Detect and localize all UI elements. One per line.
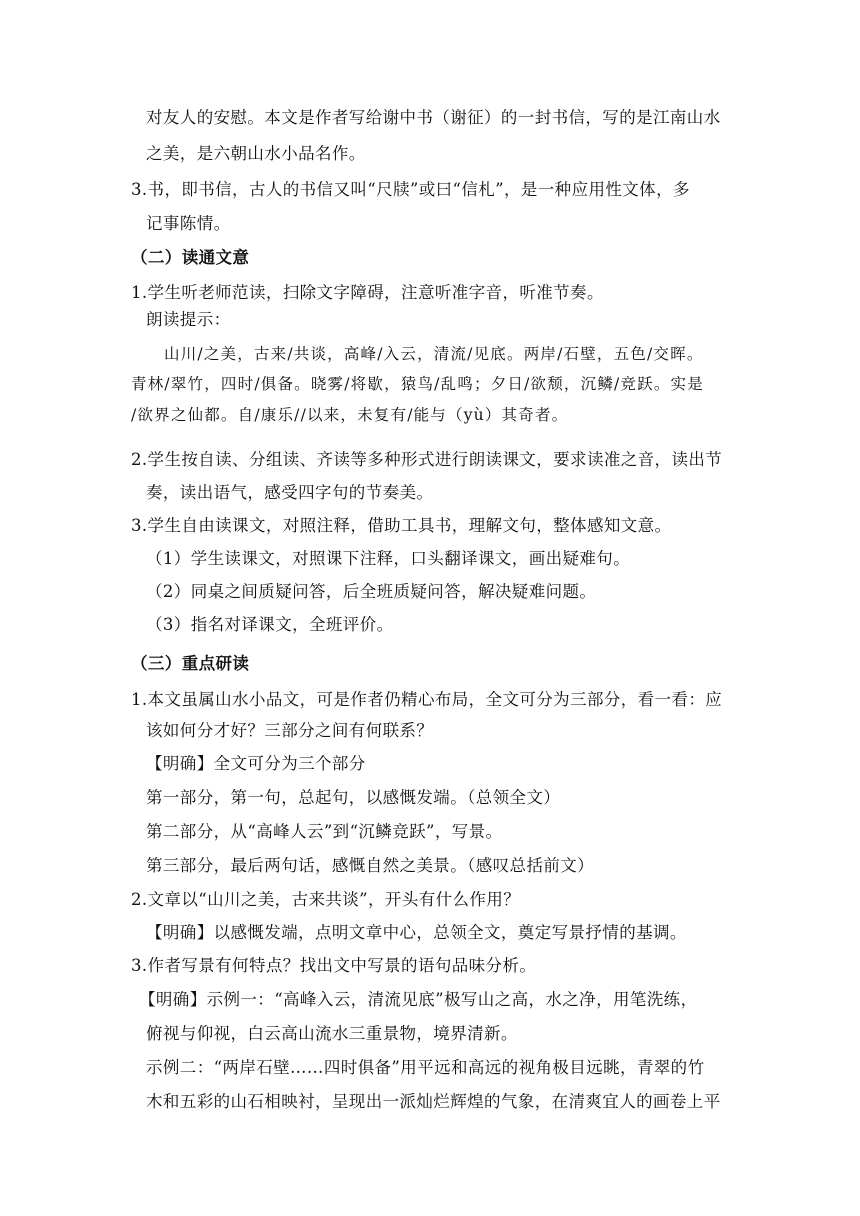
section-heading: （二）读通文意: [131, 248, 250, 267]
text-line: 对友人的安慰。本文是作者写给谢中书（谢征）的一封书信，写的是江南山水: [146, 108, 721, 127]
text-line: 示例二：“两岸石壁……四时俱备”用平远和高远的视角极目远眺，青翠的竹: [146, 1058, 705, 1077]
text-line: 1.学生听老师范读，扫除文字障碍，注意听准字音，听准节奏。: [131, 283, 604, 302]
text-line: 木和五彩的山石相映衬，呈现出一派灿烂辉煌的气象，在清爽宜人的画卷上平: [146, 1092, 721, 1111]
text-line: 【明确】全文可分为三个部分: [146, 754, 366, 773]
text-line: 【明确】以感慨发端，点明文章中心，总领全文，奠定写景抒情的基调。: [146, 923, 687, 942]
text-line: /欲界之仙都。自/康乐//以来，未复有/能与（yù）其奇者。: [131, 406, 569, 424]
text-line: 第二部分，从“高峰人云”到“沉鳞竞跃”，写景。: [146, 822, 503, 841]
text-line: 3.书，即书信，古人的书信又叫“尺牍”或曰“信札”，是一种应用性文体，多: [131, 180, 690, 199]
text-line: 青林/翠竹，四时/俱备。晓雾/将歇，猿鸟/乱鸣；夕日/欲颓，沉鳞/竞跃。实是: [131, 375, 704, 393]
text-line: 第一部分，第一句，总起句，以感慨发端。（总领全文）: [146, 788, 561, 807]
text-line: 3.学生自由读课文，对照注释，借助工具书，理解文句，整体感知文意。: [131, 516, 672, 535]
section-heading: （三）重点研读: [131, 654, 250, 673]
text-line: 山川/之美，古来/共谈，高峰/入云，清流/见底。两岸/石壁，五色/交晖。: [164, 345, 704, 363]
text-line: 俯视与仰视，白云高山流水三重景物，境界清新。: [146, 1024, 518, 1043]
text-line: 3.作者写景有何特点？找出文中写景的语句品味分析。: [131, 956, 537, 975]
text-line: （2）同桌之间质疑问答，后全班质疑问答，解决疑难问题。: [146, 582, 597, 601]
text-line: （1）学生读课文，对照课下注释，口头翻译课文，画出疑难句。: [146, 549, 631, 568]
text-line: （3）指名对译课文，全班评价。: [146, 615, 394, 634]
text-line: 2.文章以“山川之美，古来共谈”，开头有什么作用？: [131, 890, 521, 909]
text-line: 之美，是六朝山水小品名作。: [146, 144, 366, 163]
text-line: 朗读提示：: [146, 310, 231, 329]
text-line: 1.本文虽属山水小品文，可是作者仍精心布局，全文可分为三部分，看一看：应: [131, 690, 723, 709]
text-line: 奏，读出语气，感受四字句的节奏美。: [146, 483, 434, 502]
text-line: 该如何分才好？三部分之间有何联系？: [146, 721, 434, 740]
text-line: 第三部分，最后两句话，感慨自然之美景。（感叹总括前文）: [146, 856, 595, 875]
text-line: 2.学生按自读、分组读、齐读等多种形式进行朗读课文，要求读准之音，读出节: [131, 450, 723, 469]
text-line: 记事陈情。: [146, 214, 231, 233]
text-line: 【明确】示例一：“高峰入云，清流见底”极写山之高，水之净，用笔洗练，: [139, 990, 698, 1009]
